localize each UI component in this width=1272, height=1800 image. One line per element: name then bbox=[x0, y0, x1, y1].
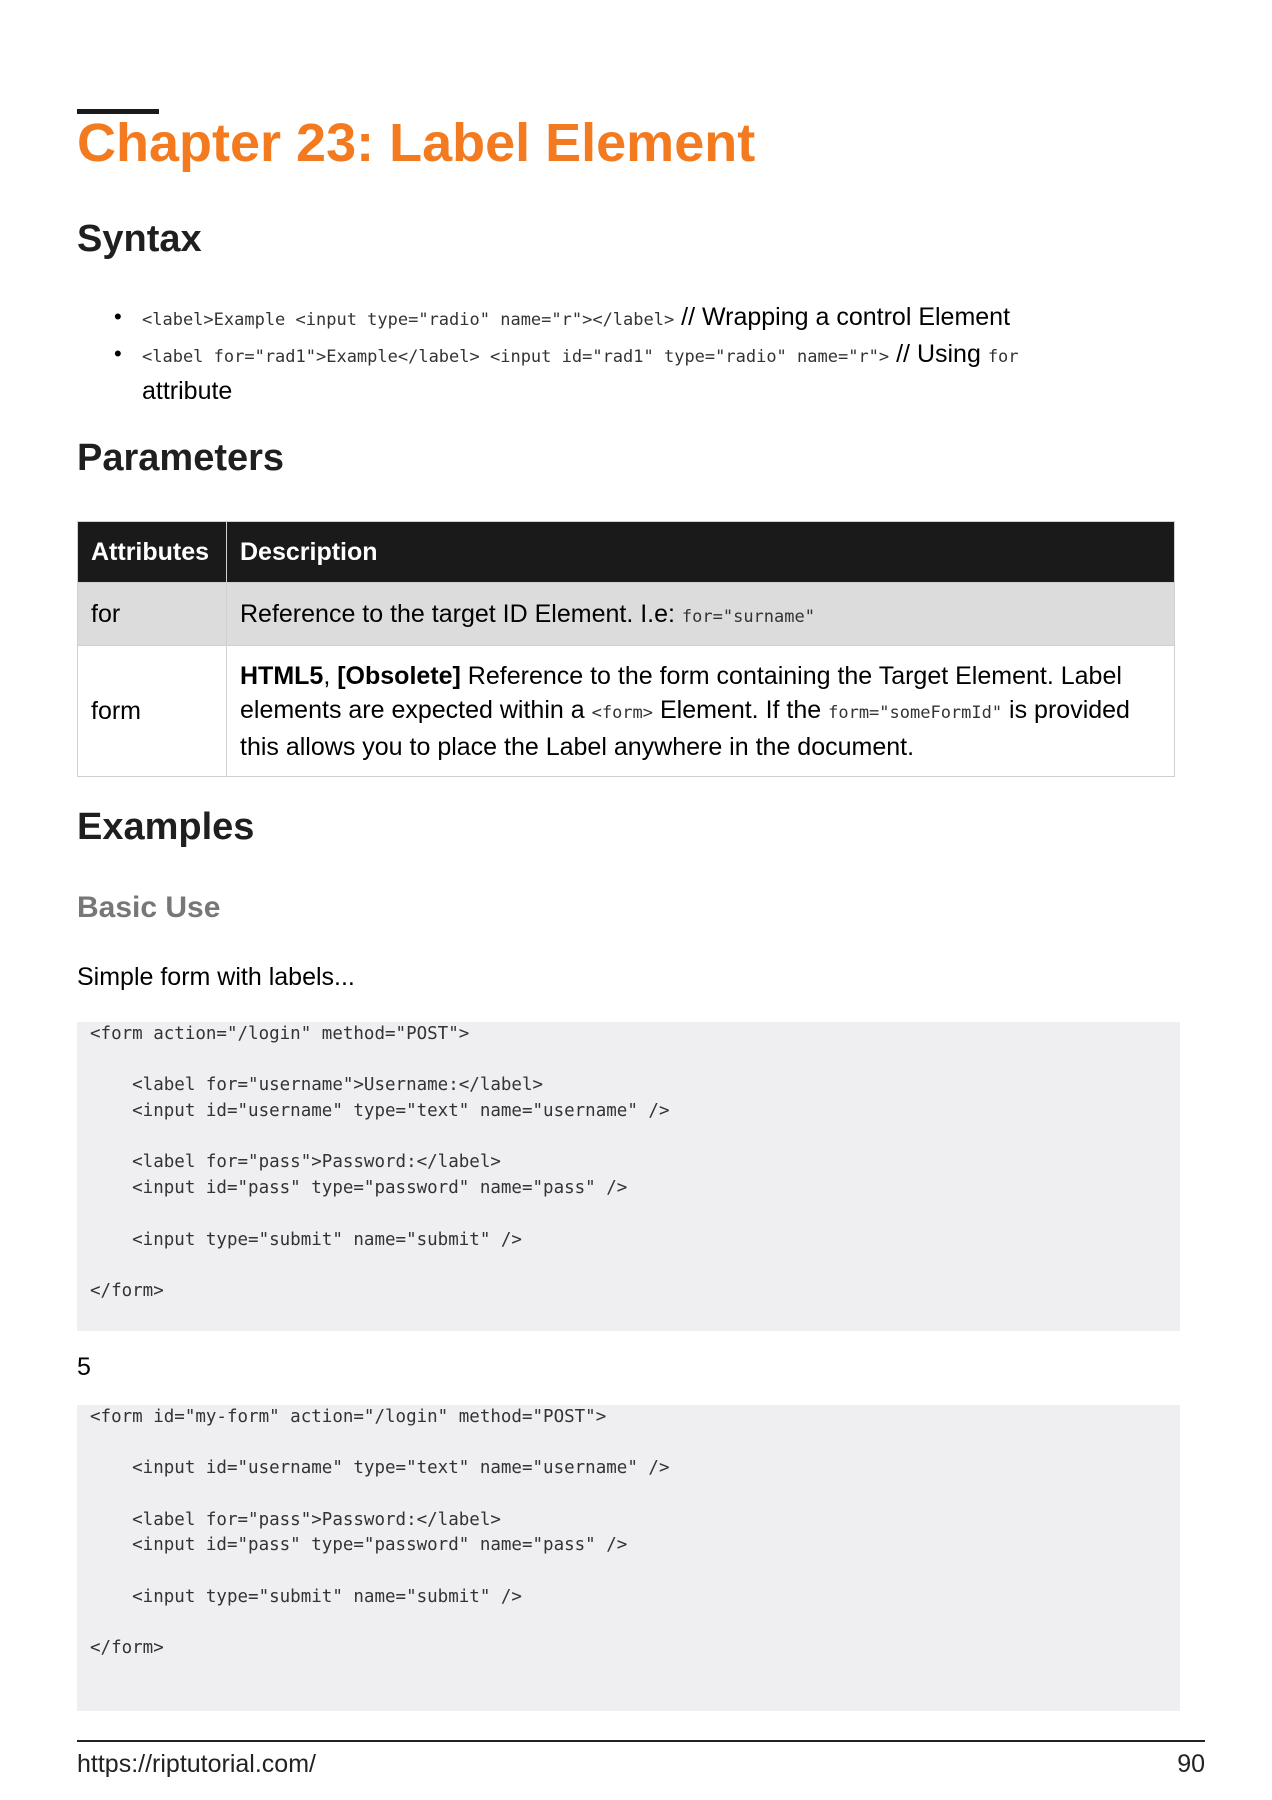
table-row bbox=[78, 646, 1175, 777]
code-line: </form> bbox=[90, 1280, 164, 1301]
code-line: <label for="pass">Password:</label> bbox=[90, 1152, 501, 1173]
code-line: <input id="pass" type="password" name="pass" /> bbox=[90, 1535, 628, 1556]
footer-rule bbox=[77, 1740, 1205, 1742]
description-code: for="surname" bbox=[681, 606, 815, 627]
basic-use-heading: Basic Use bbox=[77, 891, 221, 924]
examples-heading: Examples bbox=[77, 806, 255, 848]
code-line bbox=[90, 1202, 1167, 1228]
column-header-description: Description bbox=[227, 522, 1175, 583]
footer-url-link[interactable]: https://riptutorial.com/ bbox=[77, 1750, 316, 1778]
code-line: <label for="pass">Password:</label> bbox=[90, 1509, 501, 1530]
code-line: <input id="username" type="text" name="username" /> bbox=[90, 1458, 670, 1479]
code-line bbox=[90, 1431, 1167, 1457]
description-code: form="someFormId" bbox=[828, 702, 1003, 723]
syntax-item bbox=[77, 300, 1137, 337]
code-line: <label for="username">Username:</label> bbox=[90, 1075, 544, 1096]
description-code: <form> bbox=[591, 702, 654, 723]
syntax-code: <label for="rad1">Example</label> <input id="rad1" type="radio" name="r"> bbox=[142, 347, 890, 367]
code-line bbox=[90, 1125, 1167, 1151]
code-block-1 bbox=[77, 1022, 1180, 1331]
description-text: is provided this allows you to place the Label anywhere in the document. bbox=[240, 695, 1130, 761]
code-line: <input type="submit" name="submit" /> bbox=[90, 1586, 522, 1607]
page-number: 90 bbox=[1177, 1750, 1205, 1778]
code-line bbox=[90, 1611, 1167, 1637]
syntax-text-continued: attribute bbox=[142, 377, 233, 405]
parameters-table bbox=[77, 521, 1175, 777]
syntax-heading: Syntax bbox=[77, 218, 202, 260]
column-header-attributes: Attributes bbox=[78, 522, 227, 583]
syntax-item bbox=[77, 337, 1137, 408]
description-text: Reference to the form containing the Target Element. Label elements are expected within a bbox=[240, 661, 1122, 724]
code-line: <input type="submit" name="submit" /> bbox=[90, 1229, 522, 1250]
syntax-text: // Wrapping a control Element bbox=[674, 303, 1011, 331]
table-row bbox=[78, 583, 1175, 646]
code-line bbox=[90, 1048, 1167, 1074]
table-header-row bbox=[78, 522, 1175, 583]
code-line bbox=[90, 1559, 1167, 1585]
description-separator: , bbox=[323, 661, 338, 690]
description-cell bbox=[227, 583, 1175, 646]
code-line: </form> bbox=[90, 1638, 164, 1659]
chapter-title: Chapter 23: Label Element bbox=[77, 113, 756, 173]
code-line bbox=[90, 1253, 1167, 1279]
description-cell bbox=[227, 646, 1175, 777]
description-text: Reference to the target ID Element. I.e: bbox=[240, 599, 682, 628]
code-line: <input id="username" type="text" name="username" /> bbox=[90, 1101, 670, 1122]
attribute-cell: form bbox=[78, 646, 227, 777]
syntax-text: // Using bbox=[889, 340, 988, 368]
code-block-2 bbox=[77, 1405, 1180, 1711]
intro-text: Simple form with labels... bbox=[77, 963, 355, 991]
code-line: <form id="my-form" action="/login" method="POST"> bbox=[90, 1407, 607, 1427]
code-line: <input id="pass" type="password" name="pass" /> bbox=[90, 1178, 628, 1199]
syntax-list bbox=[77, 300, 1137, 408]
bullet-icon: • bbox=[114, 304, 122, 329]
obsolete-label: [Obsolete] bbox=[337, 661, 461, 690]
html5-label: HTML5 bbox=[240, 661, 324, 690]
description-text: Element. If the bbox=[653, 695, 829, 724]
between-text: 5 bbox=[77, 1353, 91, 1381]
attribute-cell: for bbox=[78, 583, 227, 646]
bullet-icon: • bbox=[114, 341, 122, 366]
document-page bbox=[77, 0, 1205, 1800]
code-line: <form action="/login" method="POST"> bbox=[90, 1024, 470, 1044]
code-line bbox=[90, 1482, 1167, 1508]
parameters-heading: Parameters bbox=[77, 437, 285, 479]
syntax-code: <label>Example <input type="radio" name="r"></label> bbox=[142, 310, 675, 330]
syntax-code-inline: for bbox=[987, 347, 1019, 367]
